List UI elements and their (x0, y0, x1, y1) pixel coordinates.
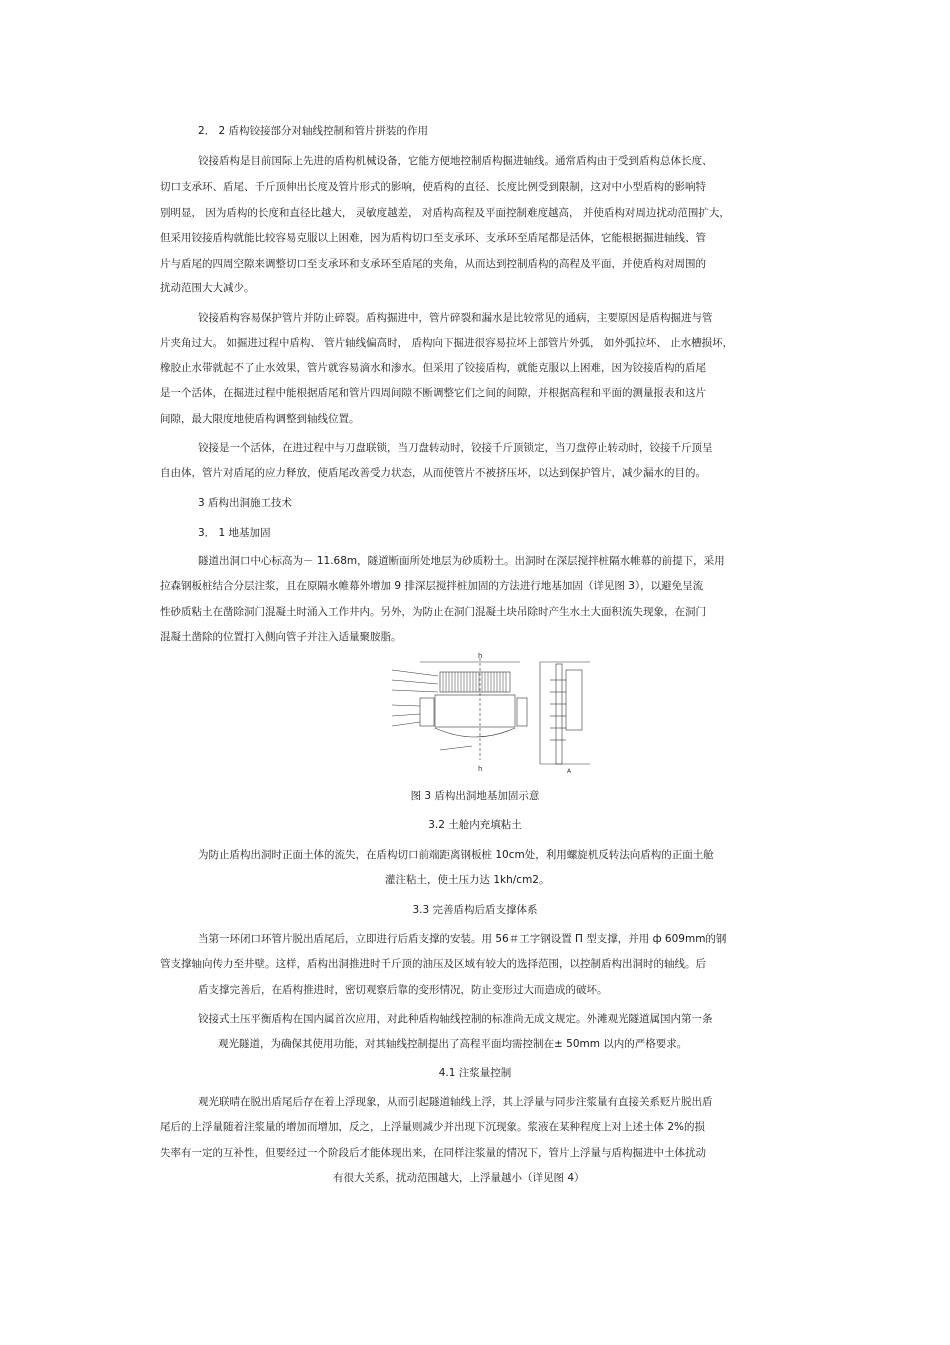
paragraph-line: 观光联晴在脱出盾尾后存在着上浮现象，从而引起隧道轴线上浮，其上浮量与同步注浆量有直接关系贬片脱出盾 (198, 1096, 713, 1108)
section-2-2-heading: 2． 2 盾构铰接部分对轴线控制和管片拼装的作用 (198, 125, 429, 137)
paragraph-line: 片夹角过大。 如掘进过程中盾构、 管片轴线偏高时， 盾构向下掘进很容易拉坏上部管片外弧， 如外弧拉坏、 止水槽损坏， (160, 337, 734, 349)
paragraph-line: 灌注粘土，使土压力达 1kh/cm2。 (385, 874, 550, 886)
paragraph-line: 有很大关系，扰动范围越大，上浮量越小（详见图 4） (333, 1172, 585, 1184)
paragraph-line: 铰接盾构是目前国际上先进的盾构机械设备，它能方便地控制盾构掘进轴线。通常盾构由于受到盾构总体长度、 (198, 155, 713, 167)
paragraph-line: 切口支承环、盾尾、千斤顶伸出长度及管片形式的影响，使盾构的直径、长度比例受到限制，这对中小型盾构的影响特 (160, 181, 706, 193)
paragraph-line: 自由体，管片对盾尾的应力释放，使盾尾改善受力状态，从而使管片不被挤压坏，以达到保护管片，减少漏水的目的。 (160, 467, 706, 479)
figure-3-caption: 图 3 盾构出洞地基加固示意 (410, 790, 540, 802)
paragraph-line: 间隙，最大限度地使盾构调整到轴线位置。 (160, 413, 360, 425)
figure-label-h2: h (478, 765, 483, 773)
paragraph-line: 别明显， 因为盾构的长度和直径比越大， 灵敏度越差， 对盾构高程及平面控制难度越高， 并使盾构对周边扰动范围扩大， (160, 207, 730, 219)
paragraph-line: 隧道出洞口中心标高为－ 11.68m，隧道断面所处地层为砂质粉土。出洞时在深层搅拌桩隔水帷幕的前提下，采用 (198, 555, 725, 567)
paragraph-line: 管支撑轴向传力至井壁。这样，盾构出洞推进时千斤顶的油压及区域有较大的选择范围，以控制盾构出洞时的轴线。后 (160, 958, 706, 970)
paragraph-line: 拉森钢板桩结合分层注浆，且在原隔水帷幕外增加 9 排深层搅拌桩加固的方法进行地基加固（详见图 3），以避免呈流 (160, 580, 704, 592)
figure-label-h: h (478, 652, 483, 660)
section-3-1-heading: 3． 1 地基加固 (198, 527, 271, 539)
figure-label-bottom: A (567, 768, 572, 775)
section-3-2-heading: 3.2 土舱内充填粘土 (428, 819, 522, 831)
paragraph-line: 尾后的上浮量随着注浆量的增加而增加，反之，上浮量则减少并出现下沉现象。浆液在某种程度上对上述土体 2%的损 (160, 1121, 705, 1133)
paragraph-line: 当第一环闭口环管片脱出盾尾后，立即进行后盾支撑的安装。用 56＃工字钢设置 Π 型支撑，并用 ф 609mm的钢 (198, 933, 727, 945)
section-3-heading: 3 盾构出洞施工技术 (198, 497, 293, 509)
paragraph-line: 混凝土凿除的位置打入侧向管子并注入适量聚胺脂。 (160, 631, 402, 643)
paragraph-line: 但采用铰接盾构就能比较容易克服以上困难，因为盾构切口至支承环、支承环至盾尾都是活体，它能根据掘进轴线、管 (160, 232, 706, 244)
section-3-3-heading: 3.3 完善盾构后盾支撑体系 (412, 904, 538, 916)
section-4-1-heading: 4.1 注浆量控制 (438, 1067, 512, 1079)
paragraph-line: 铰接式土压平衡盾构在国内属首次应用，对此种盾构轴线控制的标准尚无成文规定。外滩观光隧道属国内第一条 (198, 1013, 713, 1025)
paragraph-line: 片与盾尾的四周空隙来调整切口至支承环和支承环至盾尾的夹角，从而达到控制盾构的高程及平面，并使盾构对周围的 (160, 258, 706, 270)
paragraph-line: 盾支撑完善后，在盾构推进时，密切观察后靠的变形情况，防止变形过大而造成的破坏。 (198, 984, 608, 996)
paragraph-line: 是一个活体，在掘进过程中能根据盾尾和管片四周间隙不断调整它们之间的间隙，并根据高程和平面的测量报表和这片 (160, 387, 706, 399)
paragraph-line: 观光隧道，为确保其使用功能，对其轴线控制提出了高程平面均需控制在± 50mm 以内的严格要求。 (218, 1038, 688, 1050)
paragraph-line: 铰接是一个活体，在进过程中与刀盘联锁，当刀盘转动时，铰接千斤顶锁定，当刀盘停止转动时，铰接千斤顶呈 (198, 442, 713, 454)
paragraph-line: 为防止盾构出洞时正面土体的流失，在盾构切口前端距离钢板桩 10cm处，利用螺旋机反转法向盾构的正面土舱 (198, 849, 714, 861)
paragraph-line: 性砂质粘土在凿除洞门混凝土时涌入工作井内。另外，为防止在洞门混凝土块吊除时产生水土大面积流失现象，在洞门 (160, 606, 706, 618)
paragraph-line: 扰动范围大大减少。 (160, 282, 255, 294)
paragraph-line: 失率有一定的互补性，但要经过一个阶段后才能体现出来，在同样注浆量的情况下，管片上浮量与盾构掘进中土体扰动 (160, 1147, 706, 1159)
paragraph-line: 铰接盾构容易保护管片并防止碎裂。盾构掘进中，管片碎裂和漏水是比较常见的通病，主要原因是盾构掘进与管 (198, 312, 713, 324)
figure-3 (390, 650, 590, 775)
paragraph-line: 橡胶止水带就起不了止水效果，管片就容易滴水和渗水。但采用了铰接盾构，就能克服以上困难，因为铰接盾构的盾尾 (160, 362, 706, 374)
foundation-reinforcement-diagram (390, 650, 590, 775)
